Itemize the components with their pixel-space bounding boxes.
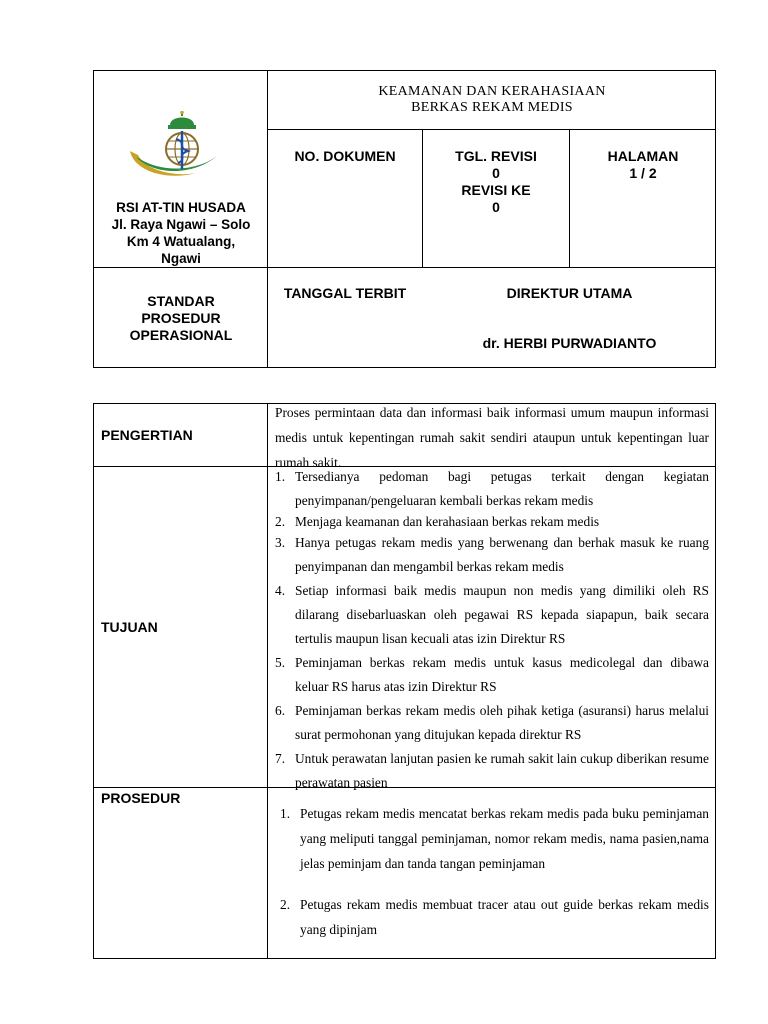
item-text: Peminjaman berkas rekam medis oleh pihak ketiga (asuransi) harus melalui surat permohonan yang ditujukan kepada direktur RS	[295, 703, 709, 742]
prosedur-list	[280, 801, 709, 942]
document-title	[268, 71, 716, 130]
item-text: Petugas rekam medis membuat tracer atau out guide berkas rekam medis yang dipinjam	[300, 897, 709, 937]
sop-line-1: STANDAR	[147, 293, 215, 309]
sop-content-table	[93, 403, 716, 959]
item-text: Untuk perawatan lanjutan pasien ke rumah sakit lain cukup diberikan resume perawatan pasien	[295, 751, 709, 790]
list-item	[275, 531, 709, 579]
item-number: 5.	[275, 655, 286, 670]
prosedur-label: PROSEDUR	[101, 790, 181, 806]
list-item	[280, 801, 709, 876]
item-text: Peminjaman berkas rekam medis untuk kasus medicolegal dan dibawa keluar RS harus atas izin Direktur RS	[295, 655, 709, 694]
title-line-2: BERKAS REKAM MEDIS	[411, 100, 573, 115]
tgl-revisi-value: 0	[492, 165, 500, 181]
pengertian-text: Proses permintaan data dan informasi baik informasi umum maupun informasi medis untuk kepentingan rumah sakit sendiri ataupun untuk kepentingan luar rumah sakit.	[275, 405, 709, 470]
tanggal-terbit-label: TANGGAL TERBIT	[283, 285, 407, 301]
list-item	[275, 513, 709, 531]
item-text: Menjaga keamanan dan kerahasiaan berkas rekam medis	[295, 514, 600, 529]
revisi-ke-value: 0	[492, 199, 500, 215]
list-item	[275, 651, 709, 699]
item-number: 2.	[280, 897, 291, 912]
item-text: Setiap informasi baik medis maupun non medis yang dimiliki oleh RS dilarang disebarluaskan oleh pegawai RS kepada siapapun, baik secara tertulis maupun lisan kecuali atas izin Direktur RS	[295, 583, 709, 646]
page-info	[570, 148, 716, 182]
item-number: 2.	[275, 514, 286, 529]
no-dokumen-label: NO. DOKUMEN	[294, 148, 396, 164]
document-header-table	[93, 70, 716, 368]
sop-line-2: PROSEDUR	[141, 310, 221, 326]
sop-line-3: OPERASIONAL	[129, 327, 233, 343]
halaman-value: 1 / 2	[629, 165, 657, 181]
list-item	[275, 699, 709, 747]
hospital-info	[94, 199, 268, 267]
hospital-address-line2: Km 4 Watualang,	[126, 234, 236, 249]
title-line-1: KEAMANAN DAN KERAHASIAAN	[378, 84, 606, 99]
revision-info	[423, 148, 569, 216]
hospital-crescent-logo-icon	[126, 111, 226, 183]
direktur-name: dr. HERBI PURWADIANTO	[482, 335, 657, 351]
table-divider-vertical	[267, 404, 268, 958]
direktur-label: DIREKTUR UTAMA	[506, 285, 633, 301]
item-number: 4.	[275, 583, 286, 598]
tujuan-list	[275, 465, 709, 795]
tgl-revisi-label: TGL. REVISI	[455, 148, 537, 164]
list-item	[275, 465, 709, 513]
hospital-address-line3: Ngawi	[161, 251, 201, 266]
item-text: Tersedianya pedoman bagi petugas terkait dengan kegiatan penyimpanan/pengeluaran kembali berkas rekam medis	[295, 469, 709, 508]
hospital-name: RSI AT-TIN HUSADA	[116, 200, 246, 215]
item-text: Hanya petugas rekam medis yang berwenang dan berhak masuk ke ruang penyimpanan dan mengambil berkas rekam medis	[295, 535, 709, 574]
item-text: Petugas rekam medis mencatat berkas rekam medis pada buku peminjaman yang meliputi tanggal peminjaman, nomor rekam medis, nama pasien,nama jelas peminjam dan tanda tangan peminjaman	[300, 806, 709, 871]
sop-label	[94, 293, 268, 344]
item-number: 6.	[275, 703, 286, 718]
hospital-address-line1: Jl. Raya Ngawi – Solo	[111, 217, 251, 232]
revisi-ke-label: REVISI KE	[461, 182, 531, 198]
halaman-label: HALAMAN	[607, 148, 679, 164]
list-item	[280, 892, 709, 942]
tujuan-label: TUJUAN	[101, 619, 158, 635]
pengertian-label: PENGERTIAN	[101, 427, 193, 443]
list-item	[275, 579, 709, 651]
list-item	[275, 747, 709, 795]
item-number: 1.	[280, 806, 291, 821]
item-number: 1.	[275, 469, 286, 484]
header-divider-middle	[94, 267, 716, 268]
item-number: 7.	[275, 751, 286, 766]
item-number: 3.	[275, 535, 286, 550]
